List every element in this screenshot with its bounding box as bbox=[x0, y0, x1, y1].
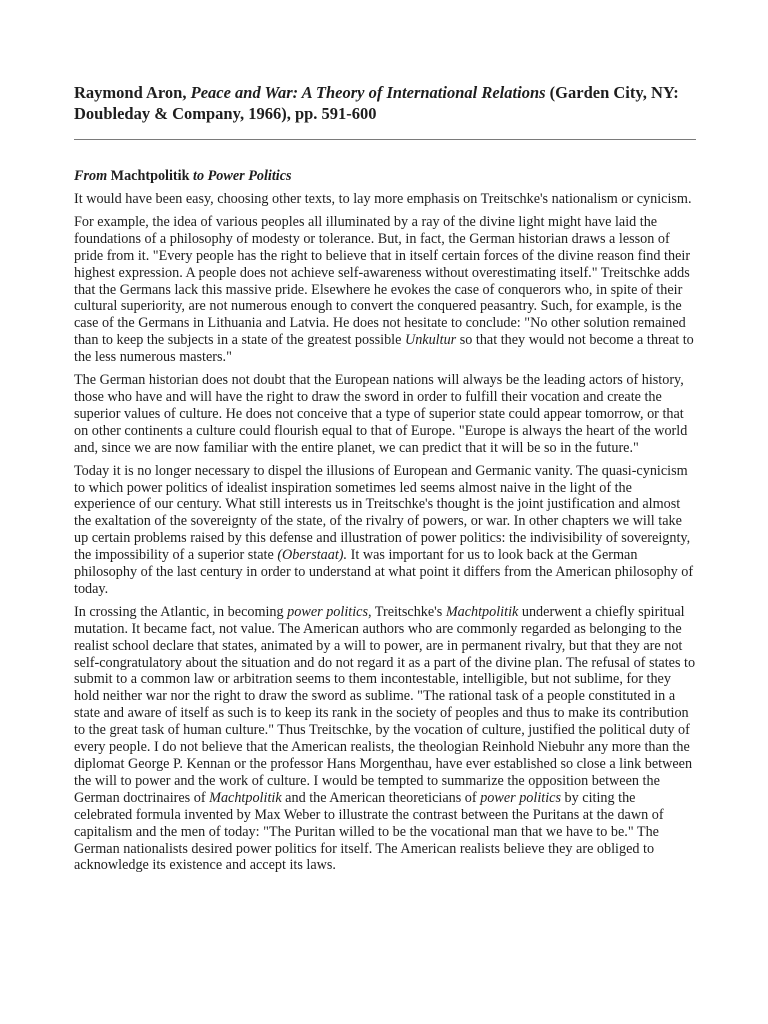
paragraph-4-oberstaat: (Oberstaat). bbox=[277, 547, 348, 564]
paragraph-1: It would have been easy, choosing other texts, to lay more emphasis on Treitschke's nationalism or cynicism. bbox=[74, 191, 692, 207]
section-heading-from: From bbox=[74, 168, 108, 184]
paragraph-5-text-a: In crossing the Atlantic, in becoming bbox=[74, 603, 288, 620]
paragraph-2-text-b: so that they would not become a threat to the less numerous masters." bbox=[74, 332, 694, 366]
paragraph-4-text-a: Today it is no longer necessary to dispel the illusions of European and Germanic vanity. The quasi-cynicism to which power politics of idealist inspiration sometimes led seems almost naive in the light of the experience of our century. What still interests us in Treitschke's thought is the joint justification and almost the exaltation of the sovereignty of the state, of the rivalry of powers, or war. In other chapters we will take up certain problems raised by this defense and illustration of power politics: the indivisibility of sovereignty, the impossibility of a superior state bbox=[74, 462, 691, 564]
paragraph-5-text-c: underwent a chiefly spiritual mutation. It became fact, not value. The American authors who are commonly regarded as belonging to the realist school declare that states, animated by a will to power, are in permanent rivalry, but that they are not self-congratulatory about the situation and do not regard it as a part of the divine plan. The refusal of states to submit to a common law or arbitration seems to them incontestable, intelligible, but not sublime, for they hold neither war nor the right to draw the sword as sublime. "The rational task of a people constituted in a state and aware of itself as such is to keep its rank in the society of peoples and thus to make its contribution to the great task of human culture." Thus Treitschke, by the vocation of culture, justified the political duty of every people. I do not believe that the American realists, the theologian Reinhold Niebuhr any more than the diplomat George P. Kennan or the professor Hans Morgenthau, have ever established so close a link between the will to power and the work of culture. I would be tempted to summarize the opposition between the German doctrinaires of bbox=[74, 603, 696, 806]
paragraph-4-text-b: It was important for us to look back at the German philosophy of the last century in order to understand at what point it differs from the American philosophy of today. bbox=[74, 547, 694, 597]
paragraph-5-machtpolitik-2: Machtpolitik bbox=[209, 789, 282, 806]
paragraph-3: The German historian does not doubt that the European nations will always be the leading actors of history, those who have and will have the right to draw the sword in order to fulfill their vocation and create the superior values of culture. He does not conceive that a type of superior state could appear tomorrow, or that on other continents a culture could flourish equal to that of Europe. "Europe is always the heart of the world and, since we are now familiar with the entire planet, we can predict that it will be so in the future." bbox=[74, 372, 688, 456]
divider bbox=[74, 139, 696, 140]
section-heading bbox=[74, 168, 696, 185]
paragraph-2-unkultur: Unkultur bbox=[404, 332, 457, 349]
section-heading-machtpolitik: Machtpolitik bbox=[107, 168, 194, 184]
paragraph-5 bbox=[74, 604, 696, 875]
paragraph-2 bbox=[74, 214, 696, 366]
paragraph-2-text-a: For example, the idea of various peoples all illuminated by a ray of the divine light might have laid the foundations of a philosophy of modesty or tolerance. But, in fact, the German historian draws a lesson of pride from it. "Every people has the right to believe that in itself certain forces of the divine reason find their highest expression. A people does not achieve self-awareness without overestimating itself." Treitschke adds that the Germans lack this massive pride. Elsewhere he evokes the case of conquerors who, in spite of their cultural superiority, are not numerous enough to convert the conquered peasantry. Such, for example, is the case of the Germans in Lithuania and Latvia. He does not hesitate to conclude: "No other solution remained than to keep the subjects in a state of the greatest possible bbox=[74, 213, 691, 349]
paragraph-5-power-politics-1: power politics bbox=[287, 603, 368, 620]
paragraph-5-text-e: by citing the celebrated formula invented by Max Weber to illustrate the contrast between the Puritans at the dawn of capitalism and the men of today: "The Puritan willed to be the vocational man that we have to be." The German nationalists desired power politics for itself. The American realists believe they are obliged to acknowledge its existence and accept its laws. bbox=[74, 789, 664, 874]
citation-title: Peace and War: A Theory of International Relations bbox=[190, 83, 546, 102]
citation-heading bbox=[74, 82, 696, 124]
paragraph-5-machtpolitik-1: Machtpolitik bbox=[445, 603, 519, 620]
paragraph-5-power-politics-2: power politics bbox=[480, 789, 561, 806]
section-heading-power-politics: to Power Politics bbox=[193, 168, 292, 184]
paragraph-5-text-d: and the American theoreticians of bbox=[281, 789, 481, 806]
citation-author: Raymond Aron, bbox=[74, 83, 191, 102]
paragraph-5-text-b: , Treitschke's bbox=[367, 603, 446, 620]
citation-publication: (Garden City, NY: Doubleday & Company, 1966), pp. 591-600 bbox=[74, 83, 679, 123]
paragraph-4 bbox=[74, 463, 696, 598]
